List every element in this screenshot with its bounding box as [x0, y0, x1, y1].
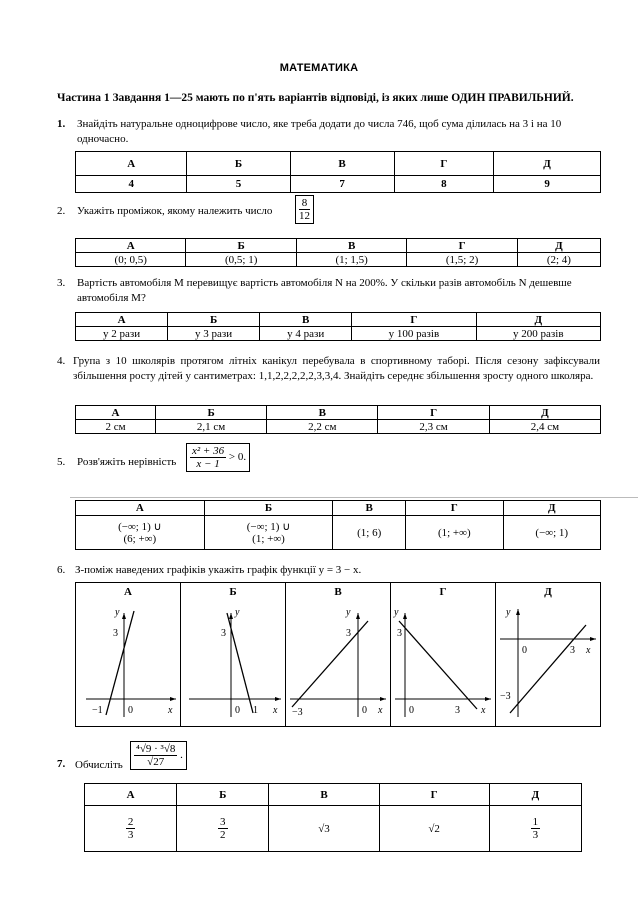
q2-header-d: Г	[407, 239, 517, 253]
q3-number: 3.	[57, 277, 66, 289]
q3-header-d: Г	[352, 313, 476, 327]
q6-option-c[interactable]	[286, 583, 391, 727]
graph-a-x-label: x	[168, 705, 173, 716]
q1-answer-e[interactable]: 9	[494, 176, 601, 193]
q7-a-num: 2	[127, 816, 134, 828]
q1-number: 1.	[57, 118, 66, 130]
q7-answer-a[interactable]	[85, 806, 177, 852]
graph-a-y-arrow	[122, 613, 126, 619]
q1-answer-c[interactable]: 7	[290, 176, 394, 193]
part-heading: Частина 1 Завдання 1—25 мають по п'ять варіантів відповіді, із яких лише ОДИН ПРАВИЛЬНИЙ.	[57, 92, 574, 104]
graph-d-origin: 0	[409, 705, 414, 716]
q2-answer-a[interactable]: (0; 0,5)	[76, 253, 186, 267]
q5-answer-a-line2: (6; +∞)	[123, 533, 157, 545]
q3-answer-c[interactable]: у 4 рази	[260, 327, 352, 341]
q7-expr-end: .	[180, 749, 183, 762]
graph-b-x-label: x	[273, 705, 278, 716]
q7-header-b: Б	[177, 784, 269, 806]
graph-a-tick-neg1: −1	[92, 705, 103, 716]
graph-b	[181, 601, 285, 721]
graph-a-y-label: y	[115, 607, 120, 618]
q5-answer-d[interactable]: (1; +∞)	[406, 516, 503, 550]
q1-answer-a[interactable]: 4	[76, 176, 187, 193]
q7-answer-e[interactable]	[489, 806, 581, 852]
graph-d-tick-3: 3	[397, 628, 402, 639]
q1-answer-d[interactable]: 8	[394, 176, 494, 193]
q4-number: 4.	[57, 355, 66, 367]
graph-b-tick-3: 3	[221, 628, 226, 639]
q7-header-a: А	[85, 784, 177, 806]
graph-c-tick-3: 3	[346, 628, 351, 639]
q5-answer-table	[75, 500, 601, 550]
graph-e-y-arrow	[516, 609, 520, 615]
q5-divider	[70, 497, 638, 498]
q7-answer-c[interactable]: √3	[269, 806, 379, 852]
q7-a-den: 3	[127, 829, 134, 841]
q2-header-a: А	[76, 239, 186, 253]
graph-a-origin: 0	[128, 705, 133, 716]
graph-e-tick-neg3: −3	[500, 691, 511, 702]
q6-header-b: Б	[229, 586, 237, 598]
q2-answer-c[interactable]: (1; 1,5)	[296, 253, 406, 267]
graph-e-x-label: x	[586, 645, 591, 656]
q5-answer-a[interactable]	[76, 516, 205, 550]
q7-e-den: 3	[532, 829, 539, 841]
q2-answer-d[interactable]: (1,5; 2)	[407, 253, 517, 267]
q7-header-e: Д	[489, 784, 581, 806]
q5-ineq-num: x² + 36	[192, 445, 225, 457]
q4-header-e: Д	[489, 406, 600, 420]
graph-c-x-arrow	[380, 697, 386, 701]
q5-answer-b-line1: (−∞; 1) ∪	[246, 521, 291, 533]
graph-e	[496, 601, 600, 721]
q2-fraction	[295, 195, 314, 224]
q3-answer-a[interactable]: у 2 рази	[76, 327, 168, 341]
q4-answer-a[interactable]: 2 см	[76, 420, 156, 434]
q3-answer-table	[75, 312, 601, 341]
graph-c-line	[292, 621, 368, 707]
graph-d-tick-x3: 3	[455, 705, 460, 716]
q7-header-c: В	[269, 784, 379, 806]
q3-answer-e[interactable]: у 200 разів	[476, 327, 600, 341]
q7-expression	[130, 741, 187, 770]
graph-e-x-arrow	[590, 637, 596, 641]
q4-text: Група з 10 школярів протягом літніх канікул перебувала в спортивному таборі. Після сезону зафіксували збільшення росту дітей у сантиметрах: 1,1,2,2,2,2,2,3,3,4. Знайдіть середнє збільшення зросту одного школяра.	[73, 355, 600, 382]
q2-number: 2.	[57, 205, 66, 217]
graph-c-x-label: x	[378, 705, 383, 716]
q3-header-e: Д	[476, 313, 600, 327]
graph-a	[76, 601, 180, 721]
q7-answer-table	[84, 783, 582, 852]
q6-header-a: А	[124, 586, 132, 598]
q5-header-d: Г	[406, 501, 503, 516]
q1-header-b: Б	[187, 152, 290, 176]
q7-b-num: 3	[220, 816, 226, 828]
q2-frac-num: 8	[299, 197, 310, 210]
q6-option-e[interactable]	[496, 583, 601, 727]
graph-c-origin: 0	[362, 705, 367, 716]
q6-number: 6.	[57, 564, 66, 576]
q3-answer-b[interactable]: у 3 рази	[168, 327, 260, 341]
graph-d	[391, 601, 495, 721]
q2-frac-den: 12	[299, 210, 310, 222]
q3-header-a: А	[76, 313, 168, 327]
q5-inequality	[186, 443, 250, 472]
graph-c-tick-neg3: −3	[292, 707, 303, 718]
q1-answer-b[interactable]: 5	[187, 176, 290, 193]
q3-header-c: В	[260, 313, 352, 327]
graph-c-y-arrow	[356, 613, 360, 619]
graph-e-y-label: y	[506, 607, 511, 618]
q2-answer-e[interactable]: (2; 4)	[517, 253, 600, 267]
graph-e-origin: 0	[522, 645, 527, 656]
q2-text: Укажіть проміжок, якому належить число	[77, 205, 273, 217]
q7-e-num: 1	[532, 816, 539, 828]
q7-expr-num: ⁴√9 · ³√8	[136, 743, 176, 755]
q5-header-c: В	[333, 501, 406, 516]
q4-answer-b[interactable]: 2,1 см	[155, 420, 266, 434]
q5-answer-a-line1: (−∞; 1) ∪	[118, 521, 162, 533]
q3-header-b: Б	[168, 313, 260, 327]
q1-text: Знайдіть натуральне одноцифрове число, яке треба додати до числа 746, щоб сума ділилась на 3 і на 10 одночасно.	[77, 118, 562, 145]
q6-option-d[interactable]	[391, 583, 496, 727]
q3-answer-d[interactable]: у 100 разів	[352, 327, 476, 341]
q6-header-e: Д	[544, 586, 552, 598]
q5-header-b: Б	[204, 501, 333, 516]
q5-ineq-rhs: > 0.	[228, 451, 247, 464]
q7-number: 7.	[57, 758, 66, 770]
graph-e-tick-x3: 3	[570, 645, 575, 656]
q4-answer-c[interactable]: 2,2 см	[267, 420, 378, 434]
q5-answer-b-line2: (1; +∞)	[252, 533, 285, 545]
q1-header-a: А	[76, 152, 187, 176]
q2-header-c: В	[296, 239, 406, 253]
q7-expr-den: √27	[147, 756, 165, 768]
graph-b-x-arrow	[275, 697, 281, 701]
graph-b-origin: 0	[235, 705, 240, 716]
q5-answer-b[interactable]	[204, 516, 333, 550]
graph-c	[286, 601, 390, 721]
q3-text: Вартість автомобіля M перевищує вартість автомобіля N на 200%. У скільки разів автомобіль N дешевше автомобіля M?	[77, 277, 572, 304]
q5-header-e: Д	[503, 501, 601, 516]
q2-header-e: Д	[517, 239, 600, 253]
q7-answer-b[interactable]	[177, 806, 269, 852]
q4-answer-e[interactable]: 2,4 см	[489, 420, 600, 434]
graph-d-y-label: y	[394, 607, 399, 618]
q4-answer-d[interactable]: 2,3 см	[378, 420, 489, 434]
q4-header-c: В	[267, 406, 378, 420]
graph-d-y-arrow	[403, 613, 407, 619]
q7-answer-d[interactable]: √2	[379, 806, 489, 852]
q2-answer-table	[75, 238, 601, 267]
q6-text: З-поміж наведених графіків укажіть графік функції y = 3 − x.	[75, 564, 362, 576]
q5-text: Розв'яжіть нерівність	[77, 456, 177, 468]
graph-d-x-label: x	[481, 705, 486, 716]
q5-ineq-den: x − 1	[196, 458, 220, 470]
q1-header-d: Г	[394, 152, 494, 176]
q6-header-c: В	[334, 586, 342, 598]
graph-d-line	[399, 621, 477, 709]
q6-graphs-table	[75, 582, 601, 727]
graph-b-y-label: y	[235, 607, 240, 618]
graph-a-x-arrow	[170, 697, 176, 701]
q2-header-b: Б	[186, 239, 296, 253]
q6-option-a[interactable]	[76, 583, 181, 727]
q5-answer-c[interactable]: (1; 6)	[333, 516, 406, 550]
q1-header-e: Д	[494, 152, 601, 176]
page-title: МАТЕМАТИКА	[279, 62, 359, 74]
q4-header-a: А	[76, 406, 156, 420]
q6-header-d: Г	[439, 586, 447, 598]
q7-header-d: Г	[379, 784, 489, 806]
q7-text: Обчисліть	[75, 759, 123, 771]
graph-a-tick-3: 3	[113, 628, 118, 639]
q1-answer-table	[75, 151, 601, 193]
q4-header-d: Г	[378, 406, 489, 420]
q4-header-b: Б	[155, 406, 266, 420]
q7-b-den: 2	[220, 829, 226, 841]
q6-option-b[interactable]	[181, 583, 286, 727]
q5-header-a: А	[76, 501, 205, 516]
graph-c-y-label: y	[346, 607, 351, 618]
q1-header-c: В	[290, 152, 394, 176]
q5-number: 5.	[57, 456, 66, 468]
graph-b-y-arrow	[229, 613, 233, 619]
q2-answer-b[interactable]: (0,5; 1)	[186, 253, 296, 267]
graph-d-x-arrow	[485, 697, 491, 701]
graph-b-tick-1: 1	[253, 705, 258, 716]
q4-answer-table	[75, 405, 601, 434]
graph-e-line	[510, 625, 586, 713]
q5-answer-e[interactable]: (−∞; 1)	[503, 516, 601, 550]
